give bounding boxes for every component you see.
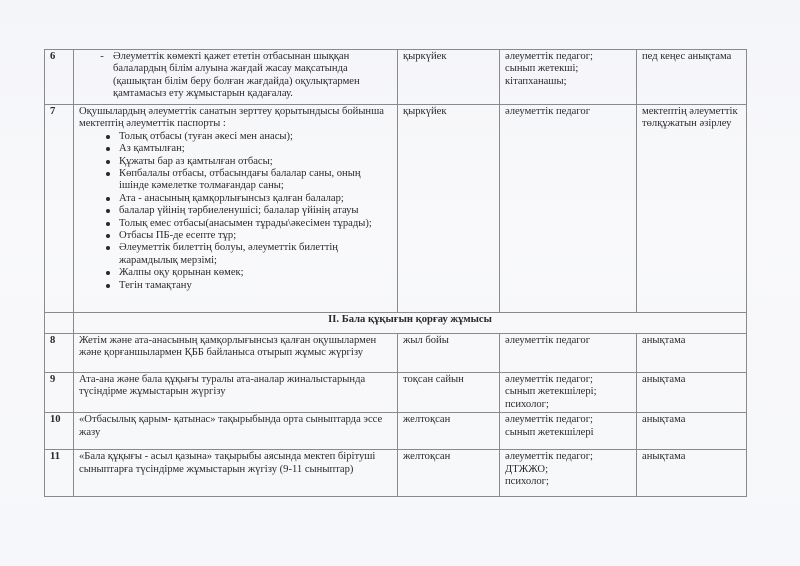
- responsible-line: әлеуметтік педагог;: [505, 414, 593, 426]
- row-number: 6: [45, 50, 74, 105]
- section-title: II. Бала құқығын қорғау жұмысы: [74, 313, 747, 334]
- row-responsible: әлеуметтік педагог: [500, 105, 637, 313]
- bullet-item: Ата - анасының қамқорлығынсыз қалған балалар;: [106, 193, 392, 205]
- row-time: желтоқсан: [398, 450, 500, 497]
- responsible-line: психолог;: [505, 398, 549, 410]
- responsible-line: әлеуметтік педагог;: [505, 451, 593, 463]
- row-time: қыркүйек: [398, 105, 500, 313]
- responsible-line: әлеуметтік педагог;: [505, 374, 593, 385]
- bullet-item: Тегін тамақтану: [106, 280, 392, 292]
- row-description: «Бала құқығы - асыл қазына» тақырыбы аясында мектеп бірітуші сыныптарға түсіндірме жұмыстарын жүгізу (9-11 сыныптар): [74, 450, 398, 497]
- section-row: [45, 313, 747, 334]
- row-number: 11: [45, 450, 74, 497]
- responsible-line: ДТЖЖО;: [505, 463, 549, 475]
- responsible-line: сынып жетекшілері: [505, 426, 594, 438]
- responsible-line: әлеуметтік педагог;: [505, 51, 593, 62]
- row-description: Жетім және ата-анасының қамқорлығынсыз қалған оқушылармен және қорғаншылармен ҚББ байланыса отырып жұмыс жүргізу: [74, 334, 398, 373]
- row-outcome: мектептің әлеуметтік төлқұжатын әзірлеу: [637, 105, 747, 313]
- description-text: Әлеуметтік көмекті қажет ететін отбасынан шыққан балалардың білім алуына жағдай жасау мақсатында (қашықтан білім беру болған жағдайда) оқулықтармен қамтамасыз ету жұмыстарын қадағалау.: [113, 51, 360, 100]
- work-plan-table: [44, 49, 747, 497]
- responsible-line: психолог;: [505, 476, 549, 488]
- table-row: [45, 334, 747, 373]
- row-number: 10: [45, 413, 74, 450]
- bullet-item: балалар үйінің тәрбиеленушісі; балалар үйінің атауы: [106, 205, 392, 217]
- row-outcome: анықтама: [637, 413, 747, 450]
- row-description: [74, 105, 398, 313]
- table-row: [45, 373, 747, 413]
- row-description: «Отбасылық қарым- қатынас» тақырыбында орта сыныптарда эссе жазу: [74, 413, 398, 450]
- bullet-item: Отбасы ПБ-де есепте тұр;: [106, 230, 392, 242]
- row-responsible: [500, 334, 637, 373]
- responsible-line: әлеуметтік педагог: [505, 335, 591, 346]
- row-description: [74, 50, 398, 105]
- row-time: жыл бойы: [398, 334, 500, 373]
- row-outcome: анықтама: [637, 334, 747, 373]
- row-outcome: анықтама: [637, 450, 747, 497]
- row-responsible: [500, 50, 637, 105]
- row-responsible: [500, 373, 637, 413]
- responsible-line: кітапханашы;: [505, 75, 567, 87]
- responsible-line: сынып жетекші;: [505, 63, 579, 75]
- table-row: [45, 105, 747, 313]
- row-responsible: [500, 413, 637, 450]
- dash-marker: -: [100, 51, 104, 62]
- bullet-item: Аз қамтылған;: [106, 143, 392, 155]
- bullet-item: Әлеуметтік билеттің болуы, әлеуметтік билеттің жарамдылық мерзімі;: [106, 242, 392, 267]
- row-number: 8: [45, 334, 74, 373]
- section-num-cell: [45, 313, 74, 334]
- table-row: [45, 413, 747, 450]
- bullet-item: Толық емес отбасы(анасымен тұрады\әкесімен тұрады);: [106, 218, 392, 230]
- responsible-line: сынып жетекшілері;: [505, 386, 597, 398]
- bullet-list: [79, 131, 392, 292]
- row-number: 9: [45, 373, 74, 413]
- bullet-item: Жалпы оқу қорынан көмек;: [106, 267, 392, 279]
- row-outcome: пед кеңес анықтама: [637, 50, 747, 105]
- row-time: тоқсан сайын: [398, 373, 500, 413]
- table-row: [45, 50, 747, 105]
- table-row: [45, 450, 747, 497]
- bullet-item: Құжаты бар аз қамтылған отбасы;: [106, 156, 392, 168]
- bullet-item: Көпбалалы отбасы, отбасындағы балалар саны, оның ішінде кәмелетке толмағандар саны;: [106, 168, 392, 193]
- row-responsible: [500, 450, 637, 497]
- row-description: Ата-ана және бала құқығы туралы ата-аналар жиналыстарында түсіндірме жұмыстарын жүргізу: [74, 373, 398, 413]
- row-number: 7: [45, 105, 74, 313]
- bullet-item: Толық отбасы (туған әкесі мен анасы);: [106, 131, 392, 143]
- row-time: желтоқсан: [398, 413, 500, 450]
- description-intro: Оқушылардың әлеуметтік санатын зерттеу қорытындысы бойынша мектептің әлеуметтік паспорты :: [79, 106, 384, 130]
- row-time: қыркүйек: [398, 50, 500, 105]
- row-outcome: анықтама: [637, 373, 747, 413]
